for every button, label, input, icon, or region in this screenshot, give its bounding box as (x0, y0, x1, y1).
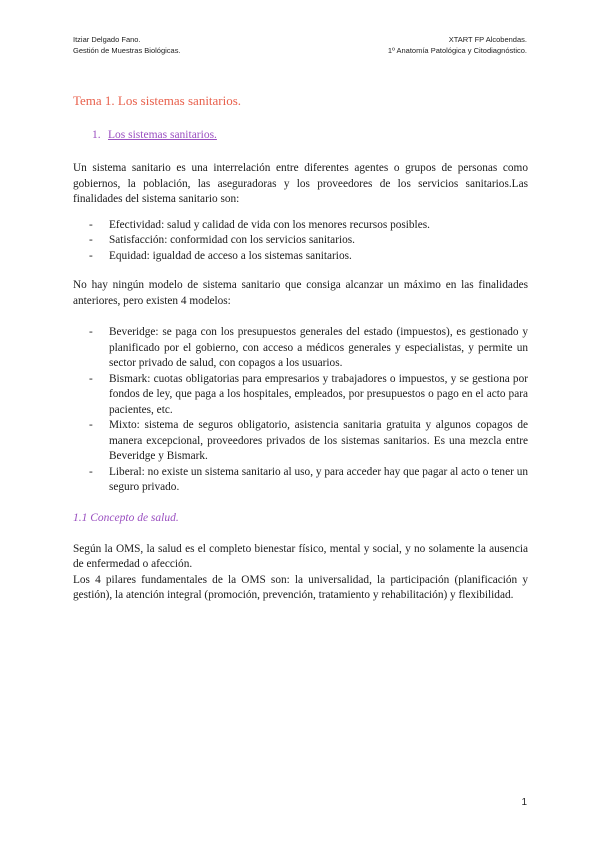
list-item (73, 372, 528, 419)
subsection-title: 1.1 Concepto de salud. (73, 511, 179, 524)
paragraph-modelos: No hay ningún modelo de sistema sanitario que consiga alcanzar un máximo en las finalidades anteriores, pero existen 4 modelos: (73, 279, 528, 307)
dash-bullet: - (89, 465, 93, 478)
dash-bullet: - (89, 326, 93, 338)
paragraph-intro: Un sistema sanitario es una interrelación entre diferentes agentes o grupos de personas como gobiernos, la población, las aseguradoras y los proveedores de los servicios sanitarios.Las finalidades del sistema sanitario son: (73, 162, 528, 205)
finalidades-list (73, 218, 528, 265)
section-number: 1. (92, 129, 101, 141)
list-item-text: Efectividad: salud y calidad de vida con los menores recursos posibles. (109, 218, 430, 231)
author-name: Itziar Delgado Fano. (73, 35, 141, 44)
dash-bullet: - (89, 218, 93, 231)
modelos-list (73, 325, 528, 496)
page-number: 1 (521, 797, 527, 808)
course-name: 1º Anatomía Patológica y Citodiagnóstico. (387, 46, 527, 55)
list-item (73, 233, 528, 249)
list-item (73, 249, 528, 265)
header-left (73, 34, 181, 56)
school-name: XTART FP Alcobendas. (448, 35, 527, 44)
list-item-text: Mixto: sistema de seguros obligatorio, asistencia sanitaria gratuita y algunos copagos de manera excepcional, proveedores privados de los sistemas sanitarios. Es una mezcla entre Beveridge y Bismark. (109, 419, 528, 462)
list-item-text: Beveridge: se paga con los presupuestos generales del estado (impuestos), es gestionado y planificado por el gobierno, con acceso a médicos generales y especialistas, y permite un sector privado de salud, con copagos a los usuarios. (109, 326, 528, 369)
list-item (73, 218, 528, 234)
dash-bullet: - (89, 419, 93, 431)
dash-bullet: - (89, 249, 93, 262)
paragraph-pilares: Los 4 pilares fundamentales de la OMS son: la universalidad, la participación (planificación y gestión), la atención integral (promoción, prevención, tratamiento y rehabilitación) y flexibilidad. (73, 573, 528, 601)
subject-name: Gestión de Muestras Biológicas. (73, 46, 181, 55)
list-item-text: Liberal: no existe un sistema sanitario al uso, y para acceder hay que pagar al acto o tener un seguro privado. (109, 465, 528, 493)
list-item (73, 418, 528, 465)
list-item-text: Bismark: cuotas obligatorias para empresarios y trabajadores o impuestos, y se gestiona por fondos de ley, que paga a los hospitales, empleados, por presupuestos o pago en el acto para pacientes, etc. (109, 372, 528, 416)
section-title: Los sistemas sanitarios. (108, 129, 217, 141)
dash-bullet: - (89, 234, 93, 246)
dash-bullet: - (89, 372, 93, 385)
tema-title: Tema 1. Los sistemas sanitarios. (73, 93, 242, 108)
section-heading (92, 128, 528, 143)
list-item (73, 465, 528, 496)
document-body (73, 92, 528, 604)
header-right (388, 34, 527, 56)
list-item-text: Equidad: igualdad de acceso a los sistemas sanitarios. (109, 249, 352, 262)
paragraph-oms: Según la OMS, la salud es el completo bienestar físico, mental y social, y no solamente la ausencia de enfermedad o afección. (73, 542, 528, 570)
list-item-text: Satisfacción: conformidad con los servicios sanitarios. (109, 234, 355, 246)
list-item (73, 325, 528, 372)
